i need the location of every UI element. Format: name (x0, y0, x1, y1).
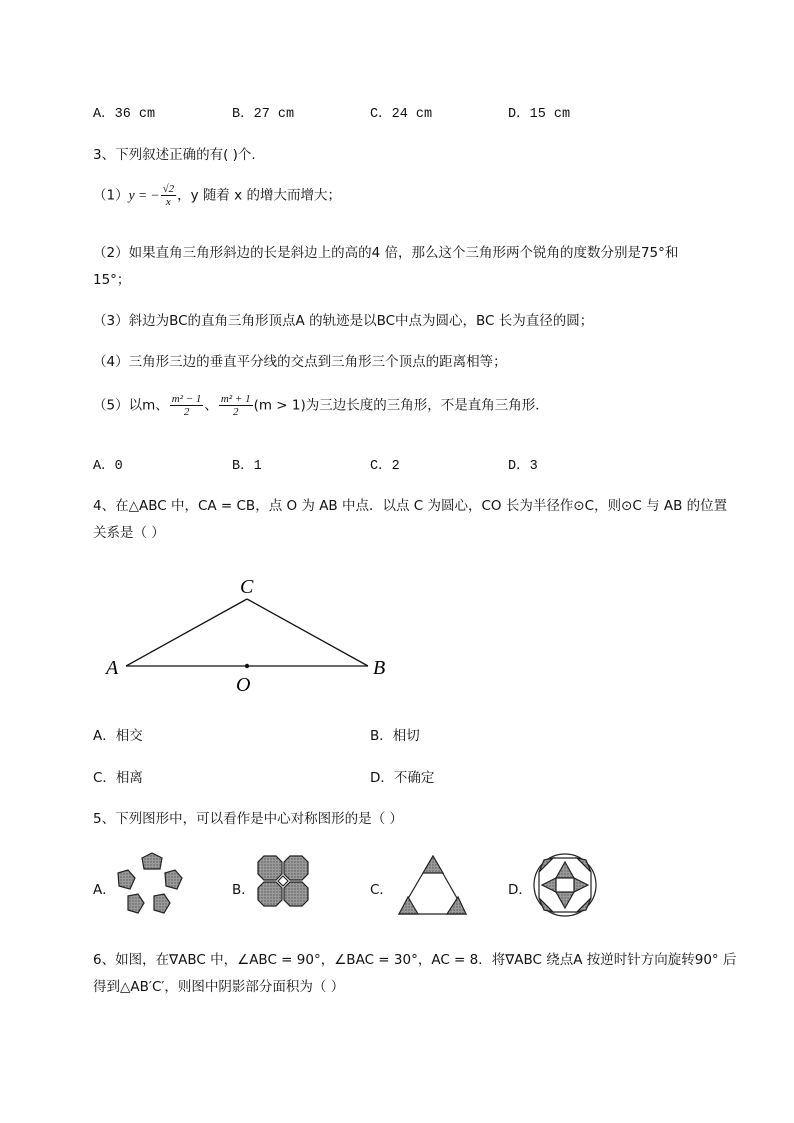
figure-b-octagons (258, 856, 308, 906)
q6-stem-line1: 6、如图，在∇ABC 中，∠ABC = 90°，∠BAC = 30°，AC = 8．将∇ABC 绕点A 按逆时针方向旋转90° 后 (93, 952, 737, 968)
label-b: B (373, 657, 386, 679)
q5-option-d-label: D． (508, 882, 532, 898)
q3-s5-num1: m² − 1 (171, 393, 202, 405)
q4-stem-line2: 关系是（ ） (93, 525, 165, 541)
label-o: O (236, 674, 251, 696)
q3-s5-separator: 、 (204, 397, 218, 414)
q3-statement-4: （4）三角形三边的垂直平分线的交点到三角形三个顶点的距离相等； (93, 354, 507, 370)
q3-option-a: A．0 (93, 459, 123, 474)
q3-s5-den2: 2 (233, 406, 239, 419)
q3-s5-num2: m² + 1 (220, 393, 251, 405)
q3-option-d: D．3 (508, 459, 538, 474)
q3-s1-prefix: （1） (93, 187, 129, 204)
q4-option-d: D．不确定 (370, 770, 435, 786)
q4-option-b: B．相切 (370, 728, 420, 744)
q3-s1-denominator: x (165, 196, 171, 209)
q3-s1-suffix: ，y 随着 x 的增大而增大； (177, 187, 341, 204)
q3-s1-lhs: y = − (128, 187, 160, 203)
q3-s5-suffix: (m > 1)为三边长度的三角形，不是直角三角形． (253, 397, 549, 414)
q2-option-b: B．27 cm (232, 107, 295, 122)
q2-option-c: C．24 cm (370, 107, 433, 122)
q2-option-a: A．36 cm (93, 107, 156, 122)
q4-option-c: C．相离 (93, 770, 143, 786)
q3-statement-2-line2: 15°； (93, 272, 131, 288)
q5-option-b-label: B． (232, 882, 255, 898)
q5-stem: 5、下列图形中，可以看作是中心对称图形的是（ ） (93, 811, 403, 827)
label-c: C (240, 576, 254, 598)
figure-c-triangle-hexagon (399, 856, 466, 914)
q3-stem: 3、下列叙述正确的有( )个. (93, 147, 256, 163)
q5-option-a-label: A． (93, 882, 116, 898)
q5-option-c-label: C． (370, 882, 393, 898)
figure-a-pentagon-ring (118, 853, 182, 913)
q3-option-b: B．1 (232, 459, 262, 474)
q3-s5-prefix: （5）以m、 (93, 397, 169, 414)
q6-stem-line2: 得到△AB′C′，则图中阴影部分面积为（ ） (93, 979, 345, 995)
q4-option-a: A．相交 (93, 728, 143, 744)
q3-option-c: C．2 (370, 459, 400, 474)
q3-statement-2-line1: （2）如果直角三角形斜边的长是斜边上的高的4 倍，那么这个三角形两个锐角的度数分别是75°和 (93, 245, 679, 261)
q4-stem-line1: 4、在△ABC 中，CA = CB，点 O 为 AB 中点．以点 C 为圆心，CO 长为半径作⊙C，则⊙C 与 AB 的位置 (93, 498, 728, 514)
q2-option-d: D．15 cm (508, 107, 571, 122)
label-a: A (106, 657, 119, 679)
q3-s5-den1: 2 (183, 406, 190, 419)
figure-d-circle-pattern (534, 854, 596, 916)
q3-s1-numerator: √2 (162, 183, 175, 195)
q3-statement-3: （3）斜边为BC的直角三角形顶点A 的轨迹是以BC中点为圆心，BC 长为直径的圆； (93, 313, 594, 329)
